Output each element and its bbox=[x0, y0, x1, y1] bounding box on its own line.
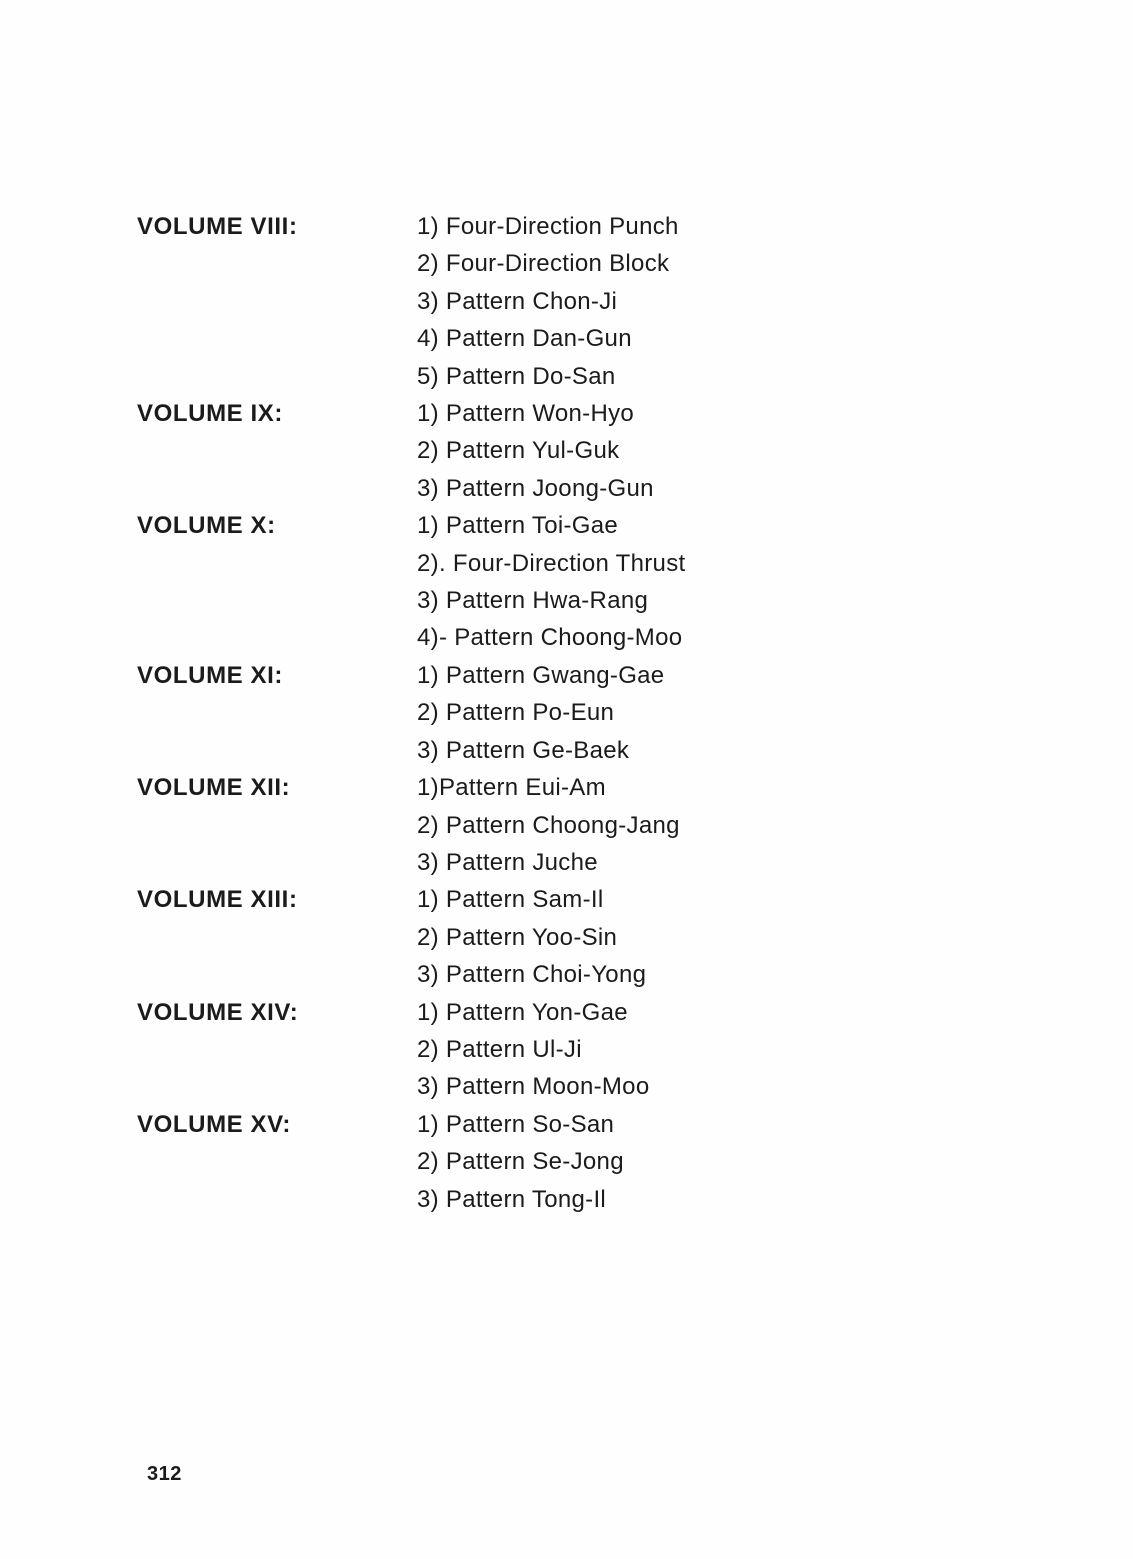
list-item: 5) Pattern Do-San bbox=[417, 362, 616, 390]
volume-items bbox=[417, 395, 837, 507]
volume-section bbox=[137, 657, 837, 769]
volume-label: VOLUME XI: bbox=[137, 661, 284, 689]
volume-items bbox=[417, 769, 837, 881]
volume-label: VOLUME VIII: bbox=[137, 213, 298, 240]
page-number: 312 bbox=[147, 1463, 182, 1485]
list-item: 3) Pattern Ge-Baek bbox=[417, 736, 630, 764]
volume-section bbox=[137, 208, 837, 395]
volume-label: VOLUME XIII: bbox=[137, 886, 298, 914]
volume-section bbox=[137, 395, 837, 507]
volume-items bbox=[417, 507, 837, 657]
list-item: 1) Pattern Toi-Gae bbox=[417, 512, 619, 540]
list-item: 3) Pattern Tong-Il bbox=[417, 1185, 607, 1213]
volume-section bbox=[137, 769, 837, 881]
volume-section bbox=[137, 994, 837, 1106]
list-item: 2) Pattern Yoo-Sin bbox=[417, 923, 618, 951]
list-item: 2) Four-Direction Block bbox=[417, 250, 670, 278]
volume-items bbox=[417, 208, 837, 395]
list-item: 1)Pattern Eui-Am bbox=[417, 774, 606, 802]
volume-label: VOLUME XIV: bbox=[137, 998, 299, 1026]
list-item: 3) Pattern Joong-Gun bbox=[417, 474, 654, 502]
list-item: 1) Pattern Gwang-Gae bbox=[417, 661, 665, 689]
list-item: 4) Pattern Dan-Gun bbox=[417, 325, 632, 353]
list-item: 2) Pattern Se-Jong bbox=[417, 1148, 624, 1176]
list-item: 1) Pattern So-San bbox=[417, 1110, 615, 1138]
list-item: 1) Pattern Won-Hyo bbox=[417, 400, 635, 428]
volume-items bbox=[417, 1106, 837, 1218]
list-item: 3) Pattern Hwa-Rang bbox=[417, 587, 649, 615]
list-item: 2) Pattern Yul-Guk bbox=[417, 437, 620, 465]
volume-label: VOLUME XV: bbox=[137, 1110, 292, 1138]
list-item: 3) Pattern Choi-Yong bbox=[417, 961, 647, 989]
list-item: 3) Pattern Juche bbox=[417, 848, 598, 876]
list-item: 1) Pattern Yon-Gae bbox=[417, 998, 628, 1026]
list-item: 4)- Pattern Choong-Moo bbox=[417, 624, 683, 652]
volume-label: VOLUME X: bbox=[137, 512, 276, 540]
volume-section bbox=[137, 881, 837, 993]
volume-items bbox=[417, 881, 837, 993]
list-item: 2) Pattern Choong-Jang bbox=[417, 811, 680, 839]
volume-label: VOLUME IX: bbox=[137, 400, 284, 428]
list-item: 3) Pattern Moon-Moo bbox=[417, 1073, 650, 1101]
volume-items bbox=[417, 657, 837, 769]
list-item: 1) Pattern Sam-Il bbox=[417, 886, 604, 914]
volume-section bbox=[137, 507, 837, 657]
volume-label: VOLUME XII: bbox=[137, 774, 291, 802]
volume-items bbox=[417, 994, 837, 1106]
list-item: 2) Pattern Ul-Ji bbox=[417, 1035, 582, 1063]
list-item: 2) Pattern Po-Eun bbox=[417, 699, 615, 727]
list-item: 3) Pattern Chon-Ji bbox=[417, 287, 618, 315]
volume-section bbox=[137, 1106, 837, 1218]
volume-contents-list bbox=[137, 208, 837, 1218]
list-item: 2). Four-Direction Thrust bbox=[417, 549, 686, 577]
list-item: 1) Four-Direction Punch bbox=[417, 213, 679, 240]
